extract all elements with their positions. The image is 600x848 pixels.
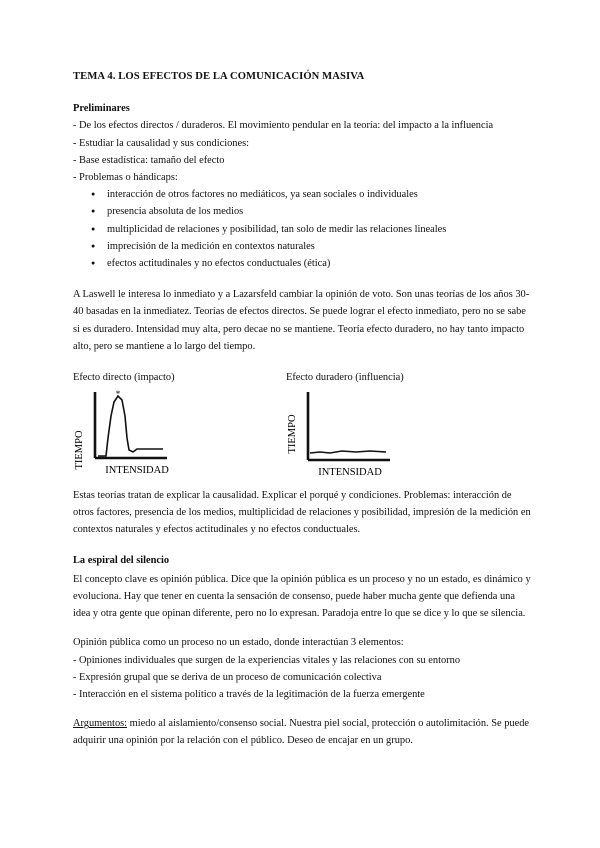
list-item: ● imprecisión de la medición en contextos naturales [91, 238, 533, 255]
figure-direct-effect [73, 369, 203, 486]
document-page [73, 68, 533, 750]
y-axis-label: TIEMPO [287, 414, 298, 454]
section-heading-espiral: La espiral del silencio [73, 554, 170, 566]
x-axis-label: INTENSIDAD [105, 465, 169, 477]
text-line: - De los efectos directos / duraderos. El movimiento pendular en la teoría: del impacto a la influencia [73, 120, 494, 132]
problems-list [73, 186, 533, 272]
figure-caption: Efecto duradero (influencia) [286, 372, 404, 384]
figure-lasting-effect [286, 369, 426, 486]
text-line: - Base estadística: tamaño del efecto [73, 154, 225, 166]
argumentos-paragraph [73, 715, 533, 749]
figure-caption: Efecto directo (impacto) [73, 372, 175, 384]
section-heading-preliminares: Preliminares [73, 103, 130, 115]
process-item: - Interacción en el sistema político a través de la legitimación de la fuerza emergente [73, 689, 425, 701]
process-intro: Opinión pública como un proceso no un estado, donde interactúan 3 elementos: [73, 637, 404, 649]
x-axis-label: INTENSIDAD [318, 467, 382, 479]
peak-mark: * [115, 389, 121, 400]
lasting-effect-diagram [286, 386, 426, 486]
laswell-paragraph: A Laswell le interesa lo inmediato y a Lazarsfeld cambiar la opinión de voto. Son unas teorías de los años 30-40 basadas en la inmediatez. Teorías de efectos directos. Se puede lograr el efecto inmediato, pero no se sabe si es duradero. Intensidad muy alta, pero decae no se mantiene. Teoría efecto duradero, no hay tanto impacto alto, pero se mantiene a lo largo del tiempo. [73, 289, 530, 352]
espiral-paragraph: El concepto clave es opinión pública. Dice que la opinión pública es un proceso y no un estado, es dinámico y evoluciona. Hay que tener en cuenta la sensación de consenso, puede haber mucha gente que defienda una idea y otra gente que opinan diferente, pero no lo expresan. Paradoja entre lo que se dice y lo que se silencia. [73, 573, 531, 620]
effects-figures [73, 369, 533, 487]
text-line: - Problemas o hándicaps: [73, 172, 178, 184]
document-title: TEMA 4. LOS EFECTOS DE LA COMUNICACIÓN MASIVA [73, 71, 365, 82]
direct-effect-diagram [73, 386, 203, 486]
theories-paragraph: Estas teorías tratan de explicar la causalidad. Explicar el porqué y condiciones. Problemas: interacción de otros factores, presencia de los medios, multiplicidad de relaciones y posibilidad, impresión de la medición en contextos naturales y efectos actitudinales y no efectos conductuales. [73, 490, 531, 536]
argumentos-text: miedo al aislamiento/consenso social. Nuestra piel social, protección o autolimitación. Se puede adquirir una opinión por la relación con el público. Deseo de encajar en un grupo. [73, 718, 530, 747]
list-item: ● interacción de otros factores no mediáticos, ya sean sociales o individuales [91, 186, 533, 203]
impact-curve [98, 396, 163, 456]
text-line: - Estudiar la causalidad y sus condiciones: [73, 137, 250, 149]
process-item: - Expresión grupal que se deriva de un proceso de comunicación colectiva [73, 671, 382, 683]
influence-curve [310, 451, 386, 453]
argumentos-label: Argumentos: [73, 718, 128, 730]
list-item: ● efectos actitudinales y no efectos conductuales (ética) [91, 255, 533, 272]
y-axis-label: TIEMPO [74, 430, 85, 470]
process-item: - Opiniones individuales que surgen de la experiencias vitales y las relaciones con su entorno [73, 654, 461, 666]
list-item: ● multiplicidad de relaciones y posibilidad, tan solo de medir las relaciones lineales [91, 221, 533, 238]
list-item: ● presencia absoluta de los medios [91, 203, 533, 220]
